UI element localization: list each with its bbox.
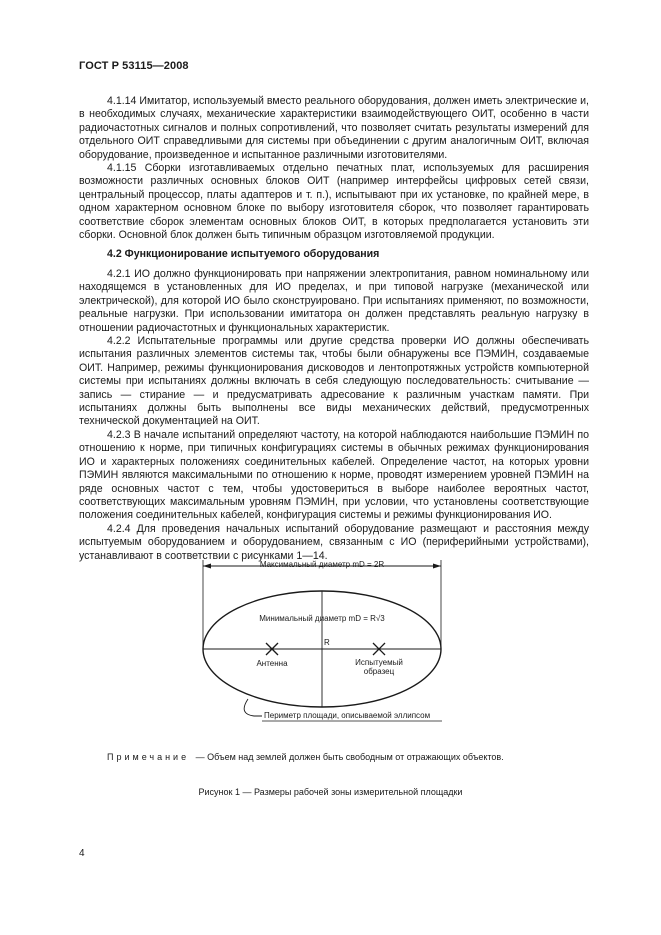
max-diameter-arrow-left [203, 564, 211, 569]
paragraph-4-2-4: 4.2.4 Для проведения начальных испытаний оборудование размещают и расстояния между испытуемым оборудованием и оборудованием, связанным с ИО (периферийными устройствами), устанавливают в соответствии с рисунками 1—14. [79, 522, 589, 562]
paragraph-4-2-1: 4.2.1 ИО должно функционировать при напряжении электропитания, равном номинальному или находящемся в установленных для ИО пределах, и при типовой нагрузке (механической или электрической), для которой ИО было сконструировано. При испытаниях применяют, по возможности, реальные нагрузки. При использовании имитатора он должен представлять реальную нагрузку в отношении радиочастотных и функциональных характеристик. [79, 268, 589, 334]
perimeter-leader-line [244, 699, 262, 716]
ellipse-diagram [190, 556, 460, 731]
figure-1 [190, 556, 460, 736]
section-title-4-2: 4.2 Функционирование испытуемого оборудования [107, 248, 380, 260]
eut-label-line1: Испытуемый [355, 658, 403, 667]
text-block-4-1 [79, 95, 589, 242]
paragraph-4-2-3: 4.2.3 В начале испытаний определяют частоту, на которой наблюдаются наибольшие ПЭМИН по отношению к норме, при типичных конфигурациях системы в обычных режимах функционирования ИО и характерных положениях соединительных кабелей. Определение частот, на которых уровни ПЭМИН являются максимальными по отношению к норме, проводят измерением уровней ПЭМИН на ряде основных частот с тем, чтобы удостовериться в выборе наиболее вероятных частот, соответствующих максимальным уровням ПЭМИН, при условии, что установлены соответствующие положения соединительных кабелей, конфигурация системы и режимы функционирования ИО. [79, 428, 589, 522]
paragraph-4-1-15: 4.1.15 Сборки изготавливаемых отдельно печатных плат, используемых для расширения возможности различных основных блоков ОИТ (например интерфейсы цифровых сетей связи, центральный процессор, платы адаптеров и т. п.), испытывают при их установке, по крайней мере, в одном характерном основном блоке по выбору изготовителя сборок, что позволяет гарантировать соответствие сборок элементам основных блоков ОИТ, в которых предполагается установить эти сборки. Основной блок должен быть типичным образцом изготовляемой продукции. [79, 162, 589, 242]
document-header: ГОСТ Р 53115—2008 [79, 60, 189, 72]
paragraph-4-1-14: 4.1.14 Имитатор, используемый вместо реального оборудования, должен иметь электрические и, в необходимых случаях, механические характеристики взаимодействующего ОИТ, особенно в части радиочастотных сигналов и полных сопротивлений, что позволяет считать результаты измерений для отдельного ОИТ справедливыми для системы при объединении с другим аналогичным ОИТ, включая оборудование, произведенное и испытанное различными изготовителями. [79, 95, 589, 161]
figure-caption: Рисунок 1 — Размеры рабочей зоны измерительной площадки [198, 787, 463, 797]
paragraph-4-2-2: 4.2.2 Испытательные программы или другие средства проверки ИО должны обеспечивать испытания различных элементов системы так, чтобы были обнаружены все ПЭМИН, создаваемые ОИТ. Например, режимы функционирования дисководов и лентопротяжных устройств компьютерной системы при испытаниях должны включать в себя следующую последовательность: считывание — запись — стирание — и предусматривать адресование к различным участкам памяти. При испытаниях должны быть выполнены все виды механических действий, предусмотренных технической документацией на ОИТ. [79, 335, 589, 428]
page-number: 4 [79, 848, 85, 859]
radius-label: R [324, 638, 330, 647]
min-diameter-label: Минимальный диаметр mD = R√3 [259, 614, 385, 623]
note-heading: Примечание [107, 752, 190, 762]
eut-label-line2: образец [363, 667, 395, 676]
max-diameter-arrow-right [433, 564, 441, 569]
perimeter-label: Периметр площади, описываемой эллипсом [264, 711, 431, 720]
figure-note [107, 752, 504, 762]
antenna-label: Антенна [256, 659, 288, 668]
text-block-4-2 [79, 268, 589, 563]
note-text: — Объем над землей должен быть свободным от отражающих объектов. [195, 752, 504, 762]
max-diameter-label: Максимальный диаметр mD = 2R [259, 560, 385, 569]
